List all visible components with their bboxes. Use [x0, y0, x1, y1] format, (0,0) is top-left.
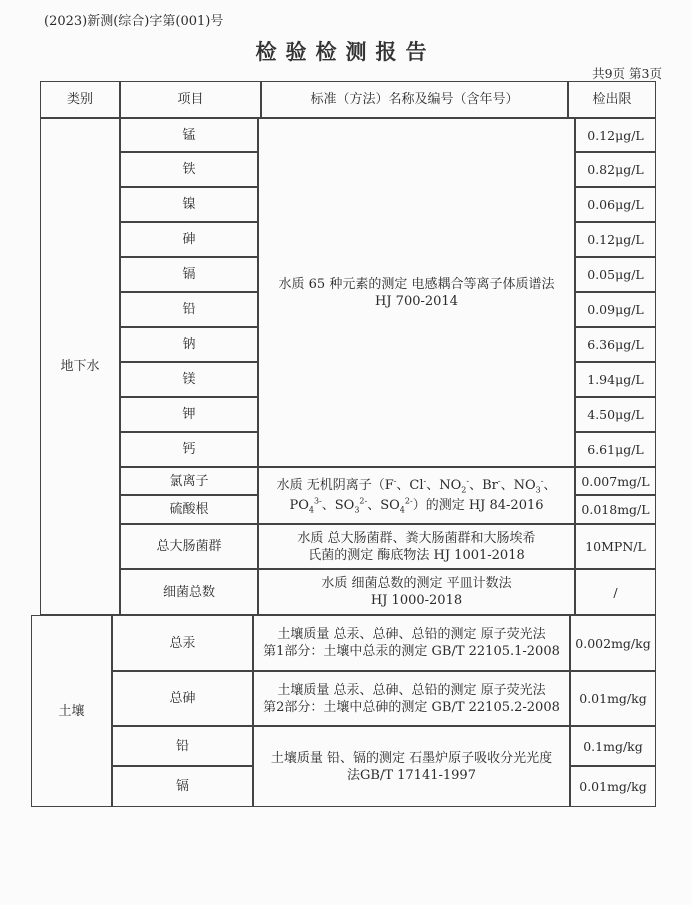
standard-icpms-line2: HJ 700-2014 — [375, 293, 458, 309]
limit-fe: 0.82μg/L — [575, 152, 656, 187]
standard-bacteria-line2: HJ 1000-2018 — [370, 593, 463, 608]
limit-pb: 0.09μg/L — [575, 292, 656, 327]
item-fe: 铁 — [120, 152, 258, 187]
limit-chloride: 0.007mg/L — [575, 467, 656, 495]
item-pb: 铅 — [120, 292, 258, 327]
item-cd: 镉 — [120, 257, 258, 292]
limit-soil-pb: 0.1mg/kg — [570, 726, 656, 766]
standard-soil-as — [253, 671, 570, 726]
standard-soil-pbcd-line1: 土壤质量 铅、镉的测定 石墨炉原子吸收分光光度 — [270, 750, 553, 766]
limit-as: 0.12μg/L — [575, 222, 656, 257]
item-total-bacteria: 细菌总数 — [120, 569, 258, 615]
limit-total-coliform: 10MPN/L — [575, 524, 656, 569]
limit-soil-hg: 0.002mg/kg — [570, 615, 656, 671]
item-ca: 钙 — [120, 432, 258, 467]
standard-soil-hg — [253, 615, 570, 671]
standard-soil-as-line2: 第2部分：土壤中总砷的测定 GB/T 22105.2-2008 — [263, 699, 560, 715]
standard-coliform-line2: 氏菌的测定 酶底物法 HJ 1001-2018 — [308, 547, 525, 563]
item-soil-hg: 总汞 — [112, 615, 253, 671]
limit-cd: 0.05μg/L — [575, 257, 656, 292]
standard-icpms — [258, 118, 575, 467]
item-total-coliform: 总大肠菌群 — [120, 524, 258, 569]
limit-ni: 0.06μg/L — [575, 187, 656, 222]
limit-sulfate: 0.018mg/L — [575, 495, 656, 524]
limit-na: 6.36μg/L — [575, 327, 656, 362]
limit-soil-as: 0.01mg/kg — [570, 671, 656, 726]
col-header-standard: 标准（方法）名称及编号（含年号） — [261, 81, 568, 118]
item-na: 钠 — [120, 327, 258, 362]
standard-coliform — [258, 524, 575, 569]
standard-soil-pbcd — [253, 726, 570, 807]
item-mn: 锰 — [120, 118, 258, 152]
col-header-item: 项目 — [120, 81, 261, 118]
limit-mn: 0.12μg/L — [575, 118, 656, 152]
limit-total-bacteria: / — [575, 569, 656, 615]
page-info: 共9页 第3页 — [592, 66, 662, 81]
standard-coliform-line1: 水质 总大肠菌群、粪大肠菌群和大肠埃希 — [297, 530, 536, 546]
standard-icpms-line1: 水质 65 种元素的测定 电感耦合等离子体质谱法 — [278, 276, 555, 292]
col-header-limit: 检出限 — [568, 81, 656, 118]
limit-ca: 6.61μg/L — [575, 432, 656, 467]
limit-soil-cd: 0.01mg/kg — [570, 766, 656, 807]
item-ni: 镍 — [120, 187, 258, 222]
standard-soil-hg-line2: 第1部分：土壤中总汞的测定 GB/T 22105.1-2008 — [263, 644, 560, 659]
standard-anions — [258, 467, 575, 524]
standard-bacteria — [258, 569, 575, 615]
limit-mg: 1.94μg/L — [575, 362, 656, 397]
limit-k: 4.50μg/L — [575, 397, 656, 432]
item-soil-as: 总砷 — [112, 671, 253, 726]
standard-soil-as-line1: 土壤质量 总汞、总砷、总铅的测定 原子荧光法 — [277, 682, 546, 698]
report-title: 检验检测报告 — [255, 39, 436, 64]
standard-soil-hg-line1: 土壤质量 总汞、总砷、总铅的测定 原子荧光法 — [277, 627, 546, 642]
standard-anions-line1: 水质 无机阴离子（F-、Cl-、$NO_2^-$、Br-、$NO_3^-$、 — [276, 476, 557, 495]
item-soil-cd: 镉 — [112, 766, 253, 807]
category-soil: 土壤 — [31, 615, 112, 807]
category-groundwater: 地下水 — [40, 118, 120, 615]
item-mg: 镁 — [120, 362, 258, 397]
standard-bacteria-line1: 水质 细菌总数的测定 平皿计数法 — [321, 576, 512, 591]
report-number: (2023)新测(综合)字第(001)号 — [44, 14, 224, 29]
item-as: 砷 — [120, 222, 258, 257]
standard-anions-line2: $PO_4^{3-}$、$SO_3^{2-}$、$SO_4^{2-}$）的测定 HJ 84-2016 — [289, 496, 544, 515]
item-sulfate: 硫酸根 — [120, 495, 258, 524]
item-k: 钾 — [120, 397, 258, 432]
standard-soil-pbcd-line2: 法GB/T 17141-1997 — [347, 767, 476, 783]
item-soil-pb: 铅 — [112, 726, 253, 766]
item-chloride: 氯离子 — [120, 467, 258, 495]
col-header-category: 类别 — [40, 81, 120, 118]
